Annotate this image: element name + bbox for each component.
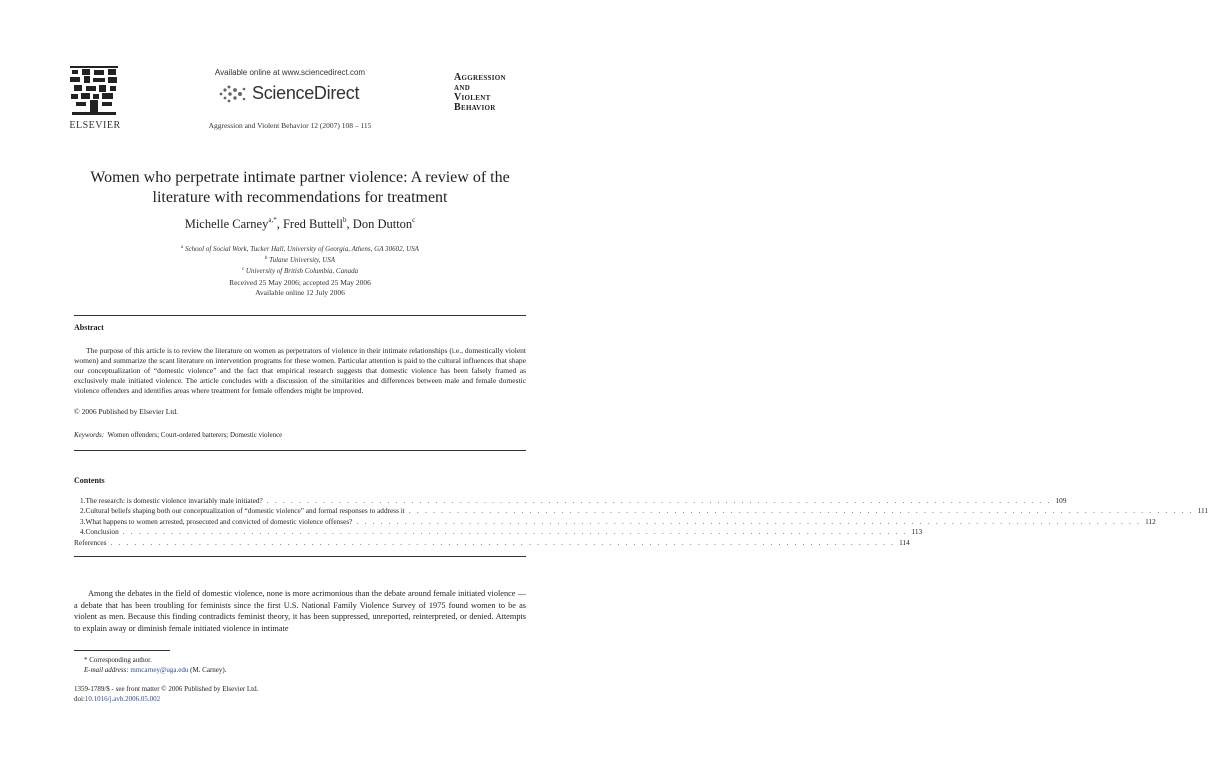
email-label: E-mail address:	[84, 666, 129, 674]
issn-line: 1359-1789/$ - see front matter © 2006 Published by Elsevier Ltd.	[74, 685, 259, 693]
toc-leader: . . . . . . . . . . . . . . . . . . . . . . . . . . . . . . . . . . . . . . . . . . . . . . . . . . . . . . . . . . . . . . . . . . . . . . . . . . . . . . . . . . . . . . . . . . . . . . . . . .	[356, 516, 1142, 526]
received-date: Received 25 May 2006; accepted 25 May 2006	[229, 278, 371, 287]
contents-heading: Contents	[74, 476, 105, 485]
affiliations	[100, 243, 500, 276]
doi-link[interactable]: 10.1016/j.avb.2006.05.002	[84, 695, 161, 703]
author-marks[interactable]: a,*	[268, 216, 277, 224]
footnote-email-line	[74, 665, 226, 675]
footnote-label: Corresponding author.	[89, 656, 152, 664]
toc-number: 1.	[80, 496, 86, 505]
affiliation-line	[100, 254, 500, 265]
doi-prefix: doi:	[74, 695, 85, 703]
affiliation-text: Tulane University, USA	[269, 256, 336, 264]
journal-name-line: Violent	[454, 92, 491, 103]
sciencedirect-dots-icon	[218, 84, 248, 104]
toc-page: 109	[1055, 496, 1067, 505]
toc-item[interactable]	[74, 516, 1156, 527]
toc-item[interactable]	[74, 506, 1208, 516]
affiliation-line	[100, 265, 500, 276]
sciencedirect-logo[interactable]: ScienceDirect	[252, 83, 360, 103]
toc-leader: . . . . . . . . . . . . . . . . . . . . . . . . . . . . . . . . . . . . . . . . . . . . . . . . . . . . . . . . . . . . . . . . . . . . . . . . . . . . . . . . . . . . . . . . . . . . . . . . . .	[408, 506, 1194, 516]
abstract-text: The purpose of this article is to review the literature on women as perpetrators of violence in their intimate relationships (i.e., domestically violent women) and summarize the scant literature on intervention programs for these women. Particular attention is paid to the cultural influences that shape our conceptualization of “domestic violence” and the fact that empirical research suggests that domestic violence has been falsely framed as exclusively male initiated violence. The article concludes with a discussion of the similarities and differences between male and female domestic violence offenders and identifies areas where treatment for female offenders might be improved.	[74, 346, 526, 395]
author-separator: ,	[276, 217, 283, 231]
available-online-date: Available online 12 July 2006	[255, 288, 345, 297]
toc-page: 113	[911, 527, 923, 537]
toc-item[interactable]	[74, 496, 1067, 506]
available-online-text[interactable]: Available online at www.sciencedirect.com	[214, 68, 366, 77]
footnote-divider	[74, 650, 170, 651]
divider	[74, 450, 526, 451]
footnote-mark: *	[84, 656, 88, 664]
author-marks[interactable]: c	[412, 216, 416, 224]
affiliation-mark: b	[264, 256, 268, 261]
toc-number: 4.	[80, 527, 86, 537]
author-list	[100, 216, 500, 232]
toc-title[interactable]: References	[74, 537, 107, 547]
toc-leader: . . . . . . . . . . . . . . . . . . . . . . . . . . . . . . . . . . . . . . . . . . . . . . . . . . . . . . . . . . . . . . . . . . . . . . . . . . . . . . . . . . . . . . . . . . . . . . . . . .	[122, 527, 908, 537]
toc-leader: . . . . . . . . . . . . . . . . . . . . . . . . . . . . . . . . . . . . . . . . . . . . . . . . . . . . . . . . . . . . . . . . . . . . . . . . . . . . . . . . . . . . . . . . . . . . . . . . . .	[266, 496, 1052, 505]
journal-name-line: Behavior	[454, 102, 496, 113]
journal-name-line: and	[454, 82, 471, 93]
toc-page: 111	[1197, 506, 1208, 516]
article-title: Women who perpetrate intimate partner violence: A review of the literature with recommendations for treatment	[90, 169, 510, 206]
affiliation-mark: c	[241, 267, 245, 272]
email-suffix: (M. Carney).	[190, 666, 227, 674]
journal-name-line: Aggression	[454, 72, 506, 83]
divider	[74, 315, 526, 316]
author-separator: ,	[346, 217, 353, 231]
publisher-name: ELSEVIER	[69, 120, 121, 131]
toc-page: 112	[1145, 516, 1156, 526]
toc-title[interactable]: Conclusion	[85, 527, 119, 537]
affiliation-text: University of British Columbia, Canada	[245, 267, 359, 275]
abstract-heading: Abstract	[74, 323, 104, 332]
toc-number: 3.	[80, 516, 86, 526]
toc-title[interactable]: Cultural beliefs shaping both our conceptualization of “domestic violence” and formal responses to address it	[85, 506, 405, 516]
issn-block	[74, 684, 258, 704]
author-name[interactable]: Don Dutton	[352, 217, 413, 231]
divider	[74, 556, 526, 557]
author-name[interactable]: Fred Buttell	[282, 217, 344, 231]
affiliation-mark: a	[181, 245, 184, 250]
toc-title[interactable]: The research: is domestic violence invariably male initiated?	[85, 496, 263, 505]
author-marks[interactable]: b	[343, 216, 347, 224]
author-name[interactable]: Michelle Carney	[184, 217, 269, 231]
article-dates	[150, 278, 450, 298]
body-paragraph: Among the debates in the field of domestic violence, none is more acrimonious than the debate around female initiated violence — a debate that has been troubling for feminists since the first U.S. National Family Violence Survey of 1975 found women to be as violent as men. Because this finding contradicts feminist theory, it has been suppressed, unreported, reinterpreted, or denied. Attempts to explain away or diminish female initiated violence in intimate	[74, 589, 526, 633]
footnote-line	[74, 655, 226, 665]
toc-leader: . . . . . . . . . . . . . . . . . . . . . . . . . . . . . . . . . . . . . . . . . . . . . . . . . . . . . . . . . . . . . . . . . . . . . . . . . . . . . . . . . . . . . . . . . . . . . . . . . .	[110, 537, 896, 547]
table-of-contents	[74, 496, 1208, 548]
toc-page: 114	[899, 537, 910, 547]
journal-name-logo	[454, 73, 544, 113]
toc-title[interactable]: What happens to women arrested, prosecuted and convicted of domestic violence offenses?	[85, 516, 353, 526]
affiliation-line	[100, 243, 500, 254]
abstract-copyright: © 2006 Published by Elsevier Ltd.	[74, 407, 179, 416]
doi-line	[74, 694, 258, 704]
toc-item[interactable]	[74, 527, 923, 537]
keywords	[74, 431, 282, 439]
corresponding-author-footnote	[74, 655, 226, 675]
keywords-label: Keywords:	[74, 431, 105, 439]
toc-item[interactable]	[74, 537, 910, 548]
keywords-list: Women offenders; Court-ordered batterers; Domestic violence	[107, 431, 283, 439]
journal-citation: Aggression and Violent Behavior 12 (2007) 108 – 115	[208, 121, 372, 130]
affiliation-text: School of Social Work, Tucker Hall, University of Georgia, Athens, GA 30602, USA	[185, 245, 419, 253]
email-link[interactable]: mmcarney@uga.edu	[130, 666, 189, 674]
toc-number: 2.	[80, 506, 86, 516]
